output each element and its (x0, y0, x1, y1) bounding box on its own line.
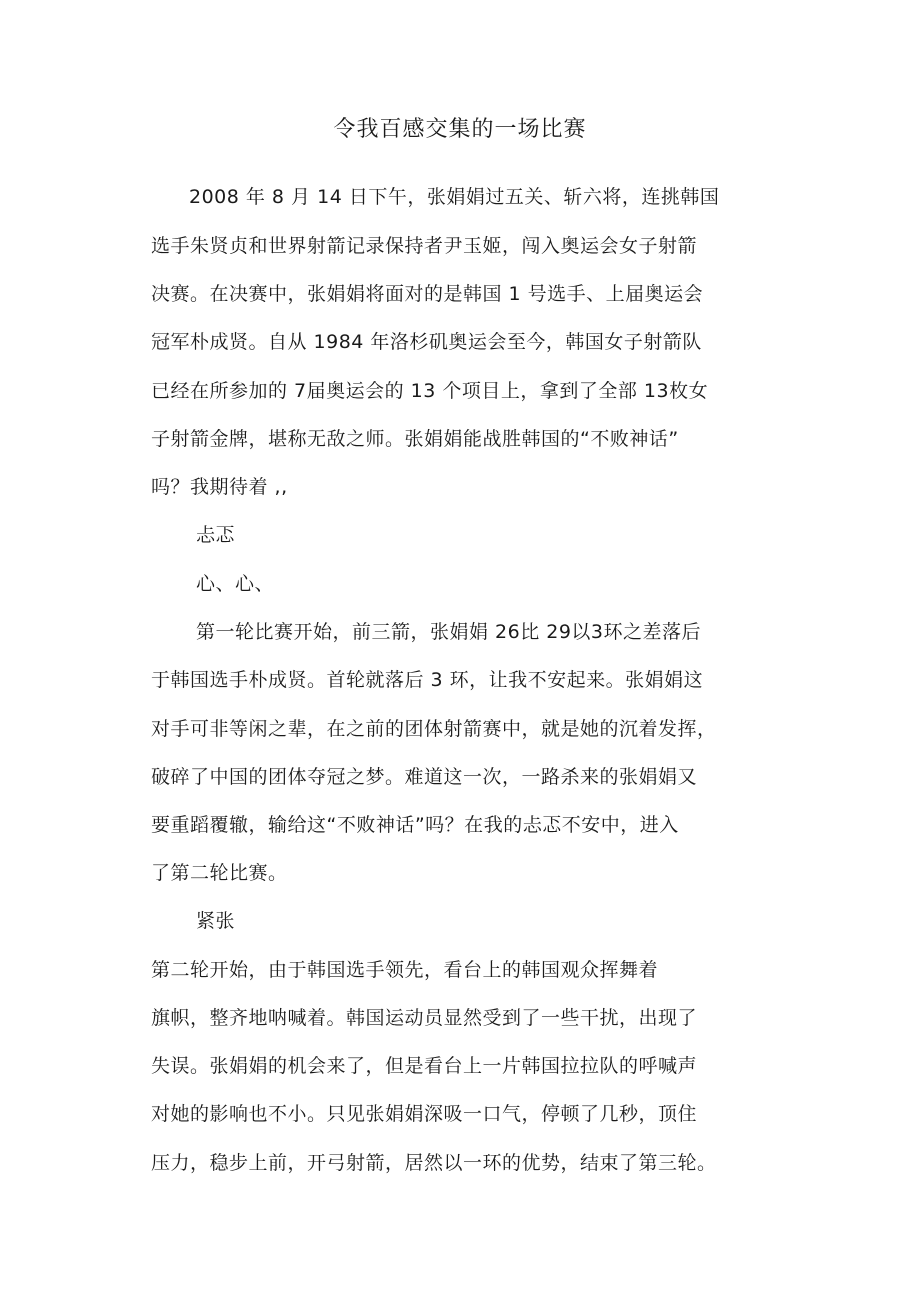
section-heading: 紧张 (196, 910, 236, 932)
paragraph-line: 破碎了中国的团体夺冠之梦。难道这一次，一路杀来的张娟娟又 (151, 766, 698, 788)
section-line: 心、心、 (196, 573, 275, 595)
paragraph-line: 压力，稳步上前，开弓射箭，居然以一环的优势，结束了第三轮。 (151, 1152, 717, 1174)
paragraph-line: 第一轮比赛开始，前三箭，张娟娟 26比 29以3环之差落后 (196, 621, 702, 643)
paragraph-line: 冠军朴成贤。自从 1984 年洛杉矶奥运会至今，韩国女子射箭队 (151, 331, 702, 353)
paragraph-line: 对手可非等闲之辈，在之前的团体射箭赛中，就是她的沉着发挥， (151, 718, 717, 740)
section-heading: 忐忑 (196, 524, 236, 546)
paragraph-line: 已经在所参加的 7届奥运会的 13 个项目上，拿到了全部 13枚女 (151, 380, 709, 402)
document-title: 令我百感交集的一场比赛 (333, 117, 587, 142)
paragraph-line: 2008 年 8 月 14 日下午，张娟娟过五关、斩六将，连挑韩国 (189, 186, 720, 208)
paragraph-line: 失误。张娟娟的机会来了，但是看台上一片韩国拉拉队的呼喊声 (151, 1055, 698, 1077)
paragraph-line: 了第二轮比赛。 (151, 862, 288, 884)
paragraph-line: 于韩国选手朴成贤。首轮就落后 3 环，让我不安起来。张娟娟这 (151, 669, 704, 691)
paragraph-line: 决赛。在决赛中，张娟娟将面对的是韩国 1 号选手、上届奥运会 (151, 283, 704, 305)
paragraph-line: 要重蹈覆辙，输给这“不败神话”吗？在我的忐忑不安中，进入 (151, 814, 679, 836)
paragraph-line: 吗？我期待着 ,, (151, 476, 288, 498)
paragraph-line: 旗帜，整齐地呐喊着。韩国运动员显然受到了一些干扰，出现了 (151, 1007, 698, 1029)
paragraph-line: 选手朱贤贞和世界射箭记录保持者尹玉姬，闯入奥运会女子射箭 (151, 235, 698, 257)
paragraph-line: 第二轮开始，由于韩国选手领先，看台上的韩国观众挥舞着 (151, 959, 659, 981)
paragraph-line: 子射箭金牌，堪称无敌之师。张娟娟能战胜韩国的“不败神话” (151, 428, 679, 450)
paragraph-line: 对她的影响也不小。只见张娟娟深吸一口气，停顿了几秒，顶住 (151, 1103, 698, 1125)
